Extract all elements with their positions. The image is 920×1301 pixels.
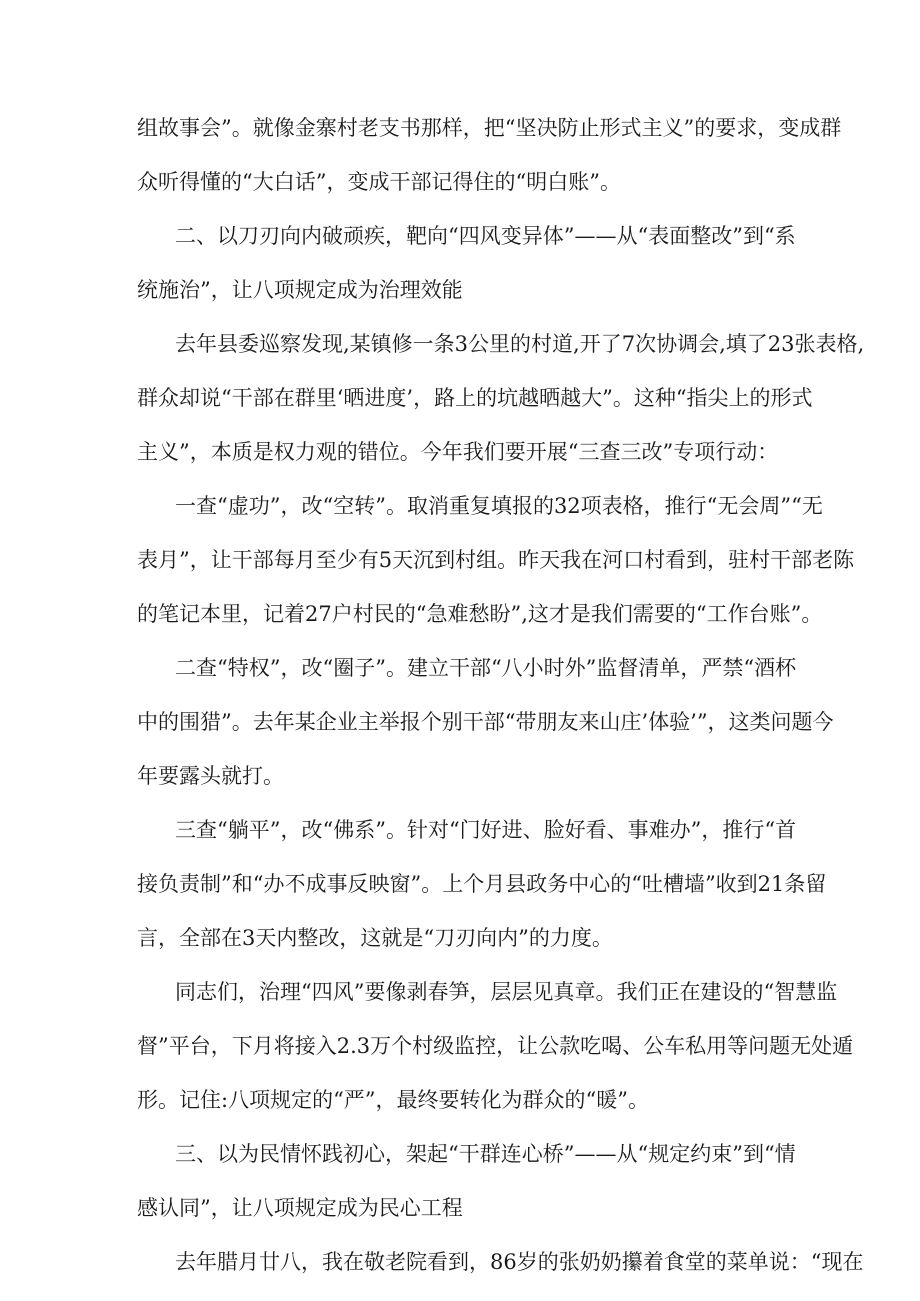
text-line: 督”平台，下月将接入2.3万个村级监控，让公款吃喝、公车私用等问题无处遁 bbox=[137, 1034, 854, 1058]
section-heading-line: 统施治”，让八项规定成为治理效能 bbox=[137, 278, 463, 302]
text-line: 表月”，让干部每月至少有5天沉到村组。昨天我在河口村看到，驻村干部老陈 bbox=[137, 548, 855, 572]
text-line: 年要露头就打。 bbox=[137, 764, 284, 788]
text-line: 组故事会”。就像金寨村老支书那样，把“坚决防止形式主义”的要求，变成群 bbox=[137, 116, 842, 140]
text-line: 二查“特权”，改“圈子”。建立干部“八小时外”监督清单，严禁“酒杯 bbox=[175, 656, 797, 680]
text-line: 一查“虚功”，改“空转”。取消重复填报的32项表格，推行“无会周”“无 bbox=[175, 494, 823, 518]
text-line: 中的围猎”。去年某企业主举报个别干部“带朋友来山庄’体验’”，这类问题今 bbox=[137, 710, 834, 734]
text-line: 形。记住:八项规定的“严”，最终要转化为群众的“暖”。 bbox=[137, 1088, 650, 1112]
text-line: 群众却说“干部在群里‘晒进度’，路上的坑越晒越大”。这种“指尖上的形式 bbox=[137, 386, 813, 410]
section-heading-line: 二、以刀刃向内破顽疾，靶向“四风变异体”——从“表面整改”到“系 bbox=[175, 224, 796, 248]
text-line: 三查“躺平”，改“佛系”。针对“门好进、脸好看、事难办”，推行“首 bbox=[175, 818, 797, 842]
text-line: 接负责制”和“办不成事反映窗”。上个月县政务中心的“吐槽墙”收到21条留 bbox=[137, 872, 827, 896]
text-line: 同志们，治理“四风”要像剥春笋，层层见真章。我们正在建设的“智慧监 bbox=[175, 980, 838, 1004]
text-line: 的笔记本里，记着27户村民的“急难愁盼”,这才是我们需要的“工作台账”。 bbox=[137, 602, 823, 626]
text-line: 言，全部在3天内整改，这就是“刀刃向内”的力度。 bbox=[137, 926, 613, 950]
section-heading-line: 感认同”，让八项规定成为民心工程 bbox=[137, 1196, 463, 1220]
section-heading-line: 三、以为民情怀践初心，架起“干群连心桥”——从“规定约束”到“情 bbox=[175, 1142, 796, 1166]
text-line: 众听得懂的“大白话”，变成干部记得住的“明白账”。 bbox=[137, 170, 621, 194]
text-line: 去年腊月廿八，我在敬老院看到，86岁的张奶奶攥着食堂的菜单说：“现在 bbox=[175, 1250, 864, 1274]
text-line: 去年县委巡察发现,某镇修一条3公里的村道,开了7次协调会,填了23张表格, bbox=[175, 332, 865, 356]
text-line: 主义”，本质是权力观的错位。今年我们要开展“三查三改”专项行动： bbox=[137, 440, 779, 464]
